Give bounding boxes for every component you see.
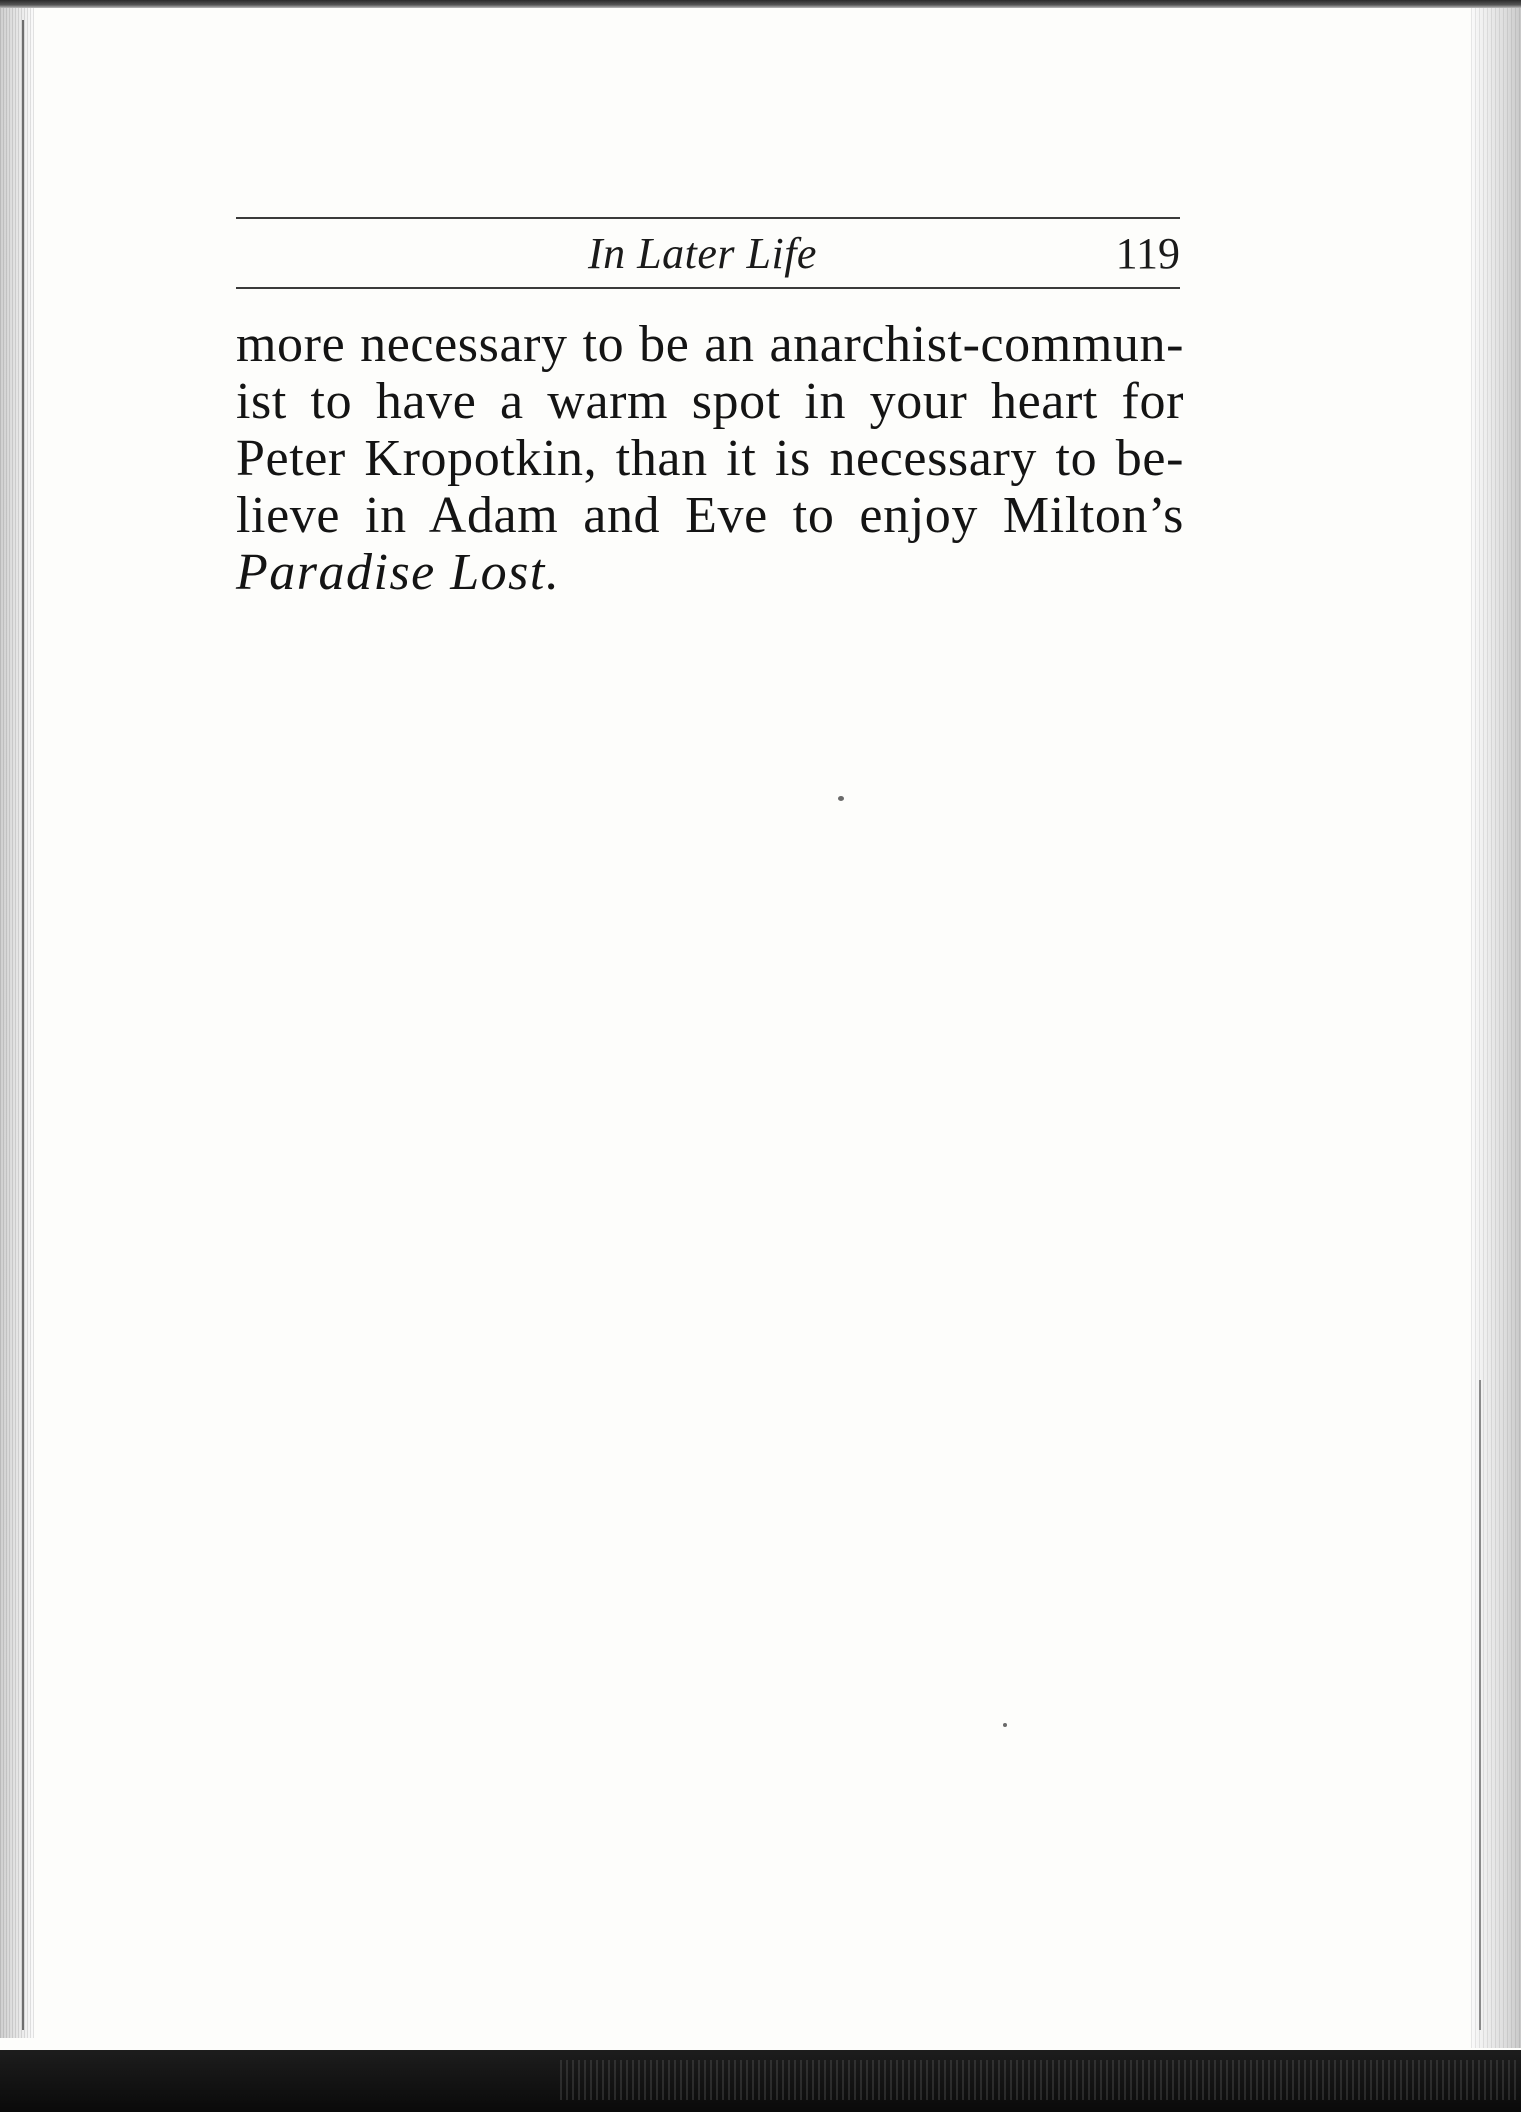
page-number: 119 (1115, 229, 1180, 278)
text-line: ist to have a warm spot in your heart for (236, 373, 1184, 430)
running-title: In Later Life (588, 229, 817, 278)
text-line: Peter Kropotkin, than it is necessary to be- (236, 430, 1184, 487)
text-line: more necessary to be an anarchist-commun- (236, 316, 1184, 373)
scan-speck (838, 796, 844, 801)
scan-left-line (22, 20, 24, 2030)
running-head (236, 226, 1180, 282)
book-title-italic: Paradise Lost. (236, 544, 561, 601)
scan-right-line (1479, 1380, 1481, 2030)
scan-left-gutter (0, 8, 34, 2038)
header-rule-top (236, 217, 1180, 219)
text-line: lieve in Adam and Eve to enjoy Milton’s (236, 487, 1184, 544)
scan-bottom-texture (560, 2060, 1520, 2100)
scan-speck (1003, 1723, 1007, 1727)
header-rule-bottom (236, 287, 1180, 289)
scan-top-edge (0, 0, 1521, 8)
body-paragraph (236, 316, 1184, 601)
